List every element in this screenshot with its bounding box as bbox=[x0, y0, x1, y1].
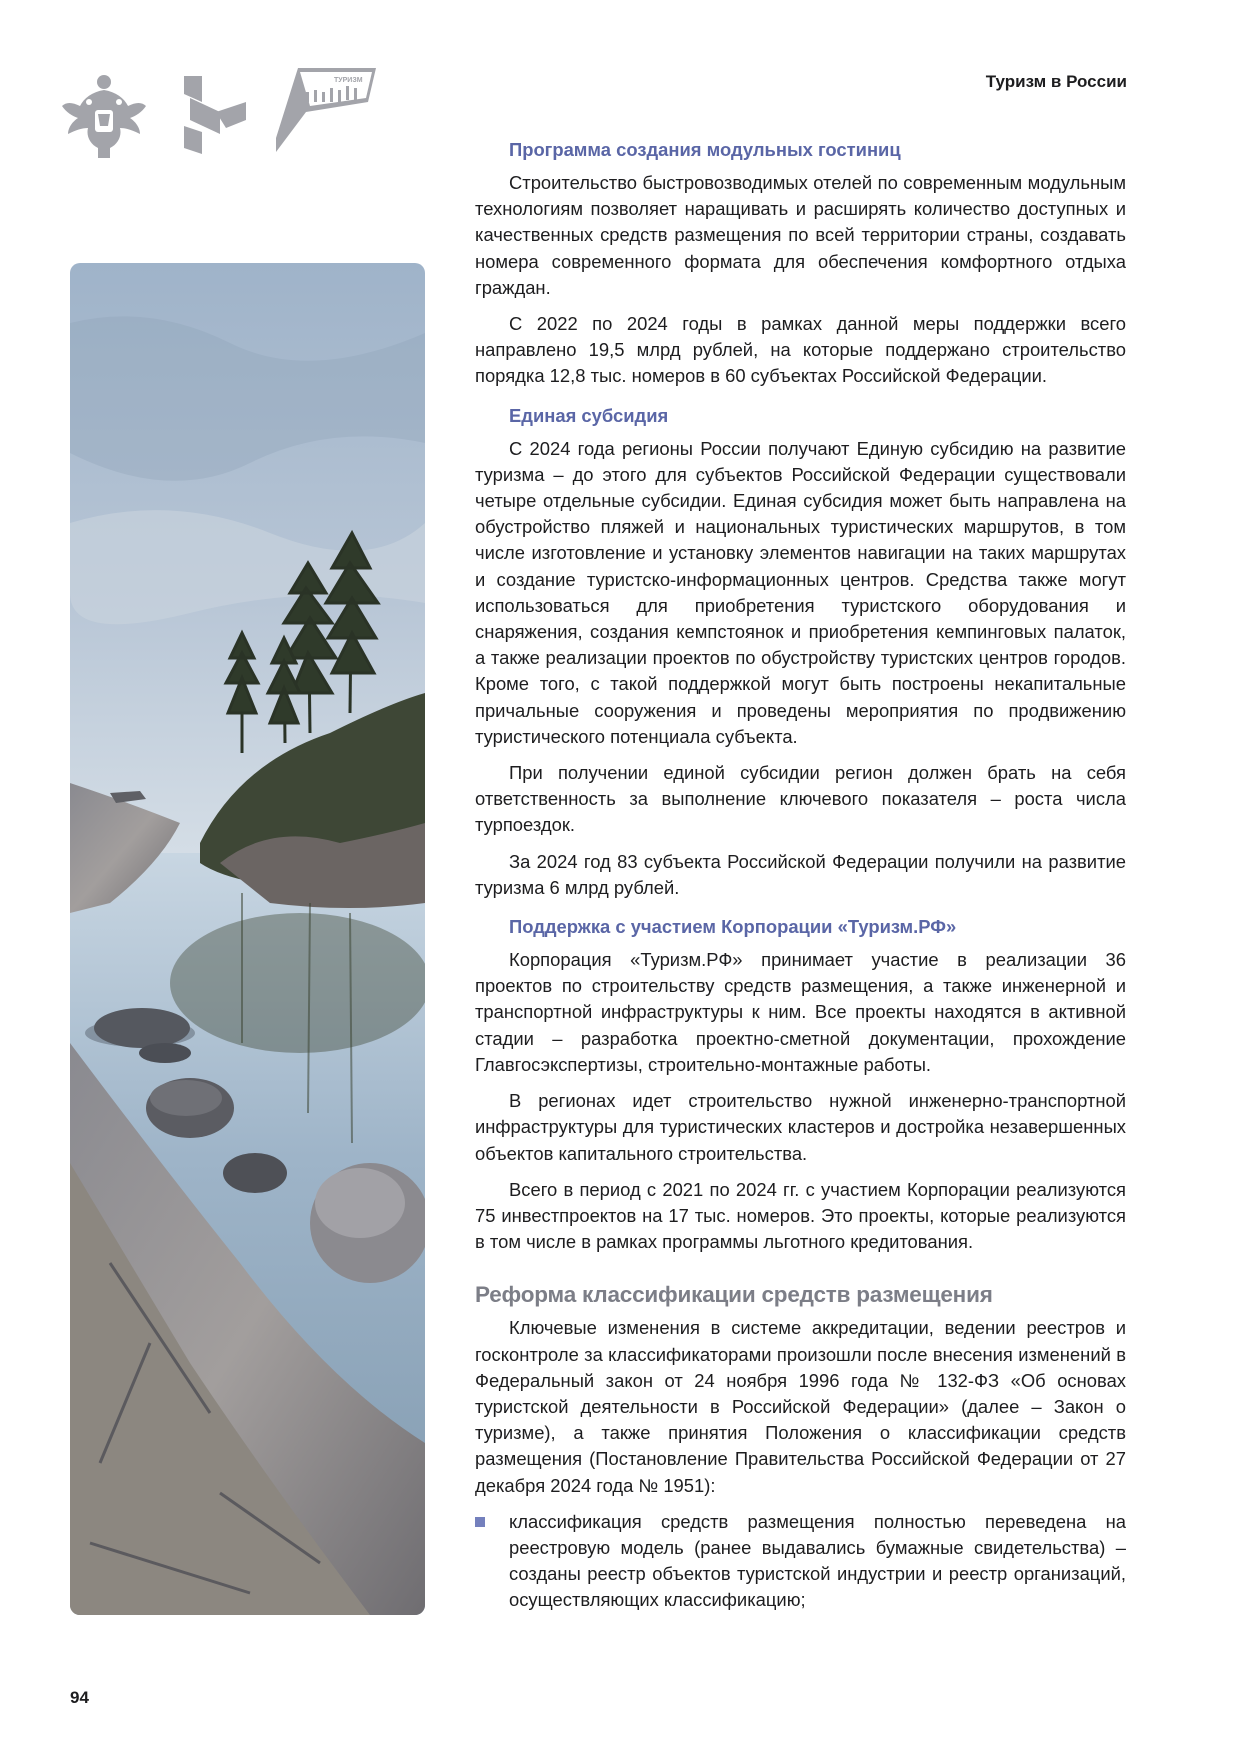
russian-coat-of-arms-icon bbox=[62, 72, 146, 162]
tourism-rf-logo-icon bbox=[276, 68, 376, 152]
paragraph: Корпорация «Туризм.РФ» принимает участие в реализации 36 проектов по строительству средств размещения, а также инженерной и транспортной инфраструктуры к ним. Все проекты находятся в активной стадии – разработка проектно-сметной документации, прохождение Главгосэкспертизы, строительно-монтажные работы. bbox=[475, 949, 1126, 1075]
page-number: 94 bbox=[70, 1688, 89, 1707]
paragraph: В регионах идет строительство нужной инженерно-транспортной инфраструктуры для туристических кластеров и достройка незавершенных объектов капитального строительства. bbox=[475, 1090, 1126, 1164]
tourism-logo-text: ТУРИЗМ bbox=[334, 77, 363, 84]
paragraph: С 2024 года регионы России получают Единую субсидию на развитие туризма – до этого для субъектов Российской Федерации существовали четыре отдельные субсидии. Единая субсидия может быть направлена на обустройство пляжей и национальных туристических маршрутов, в том числе изготовление и установку элементов навигации на таких маршрутах и создание туристско-информационных центров. Средства также могут использоваться для приобретения туристского оборудования и снаряжения, создания кемпстоянок и приобретения кемпинговых палаток, а также реализации проектов по обустройству туристских центров городов. Кроме того, с такой поддержкой могут быть построены некапитальные причальные сооружения и проведены мероприятия по продвижению туристического потенциала субъекта. bbox=[475, 437, 1126, 747]
bullet-list bbox=[475, 1509, 1126, 1614]
paragraph: С 2022 по 2024 годы в рамках данной меры поддержки всего направлено 19,5 млрд рублей, на которые поддержано строительство порядка 12,8 тыс. номеров в 60 субъектах Российской Федерации. bbox=[475, 313, 1126, 387]
subheading-corporation-support: Поддержка с участием Корпорации «Туризм.РФ» bbox=[509, 916, 957, 938]
paragraph: Всего в период с 2021 по 2024 гг. с участием Корпорации реализуются 75 инвестпроектов на 17 тыс. номеров. Это проекты, которые реализуются в том числе в рамках программы льготного кредитования. bbox=[475, 1178, 1126, 1253]
paragraph: Строительство быстровозводимых отелей по современным модульным технологиям позволяет наращивать и расширять количество доступных и качественных средств размещения по всей территории страны, создавать номера современного формата для обеспечения комфортного отдыха граждан. bbox=[475, 172, 1126, 298]
paragraph: За 2024 год 83 субъекта Российской Федерации получили на развитие туризма 6 млрд рублей. bbox=[475, 850, 1126, 898]
list-item-text: классификация средств размещения полностью переведена на реестровую модель (ранее выдавались бумажные свидетельства) – созданы реестр объектов туристской индустрии и реестр организаций, осуществляющих классификацию; bbox=[509, 1510, 1126, 1611]
list-item bbox=[475, 1509, 1126, 1614]
running-title: Туризм в России bbox=[985, 72, 1127, 91]
paragraph: Ключевые изменения в системе аккредитации, ведении реестров и госконтроле за классификаторами произошли после внесения изменений в Федеральный закон от 24 ноября 1996 года № 132-ФЗ «Об основах туристской деятельности в Российской Федерации» (далее – Закон о туризме), а также принятия Положения о классификации средств размещения (Постановление Правительства Российской Федерации от 27 декабря 2024 года № 1951): bbox=[475, 1317, 1126, 1496]
paragraph: При получении единой субсидии регион должен брать на себя ответственность за выполнение ключевого показателя – роста числа турпоездок. bbox=[475, 762, 1126, 836]
square-bullet-icon bbox=[475, 1517, 485, 1527]
stylized-figure-logo-icon bbox=[180, 76, 246, 154]
lake-shore-photo bbox=[70, 263, 425, 1615]
subheading-modular-hotels: Программа создания модульных гостиниц bbox=[509, 139, 901, 160]
section-title-classification-reform: Реформа классификации средств размещения bbox=[475, 1282, 993, 1308]
subheading-single-subsidy: Единая субсидия bbox=[509, 404, 669, 426]
main-text-column bbox=[475, 138, 1126, 1614]
